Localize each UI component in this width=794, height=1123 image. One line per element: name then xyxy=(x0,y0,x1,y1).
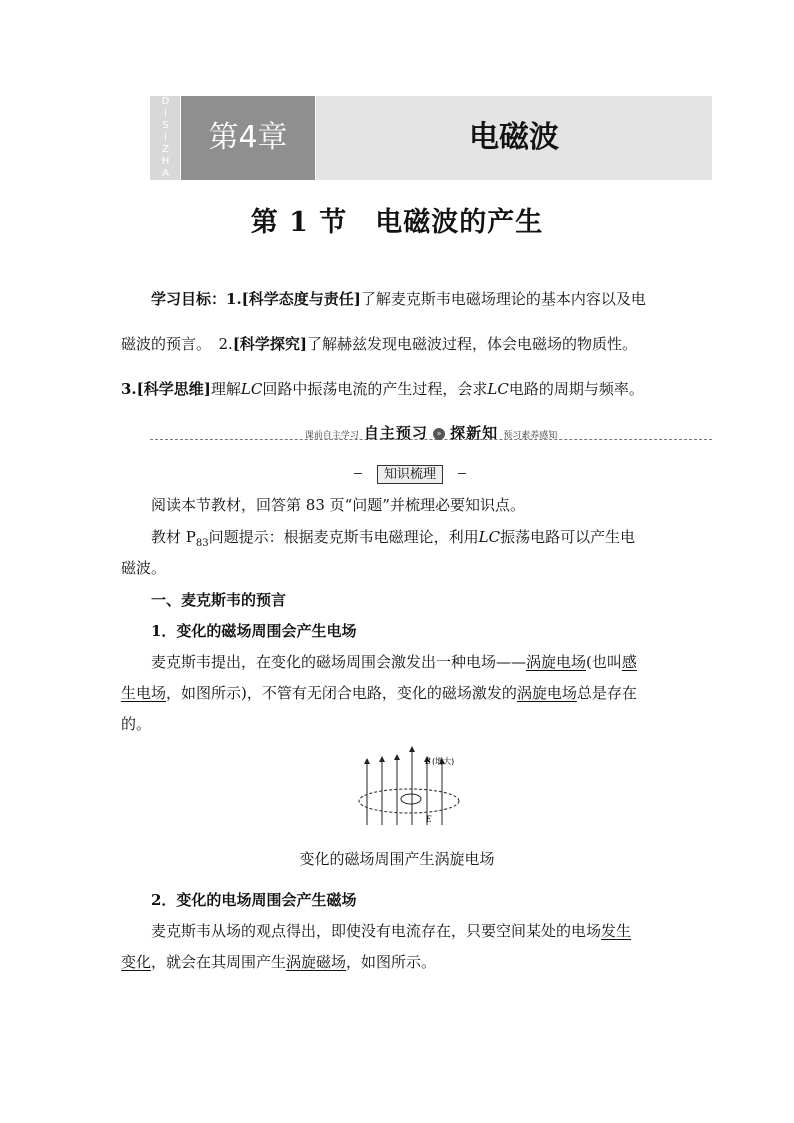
paragraph-7-a: ，就会在其周围产生 xyxy=(151,953,287,971)
objective-tag-1: [科学态度与责任] xyxy=(241,290,361,308)
objective-tag-3: [科学思维] xyxy=(136,380,211,398)
page-subscript: 83 xyxy=(195,538,209,549)
lc-symbol: LC xyxy=(478,528,501,546)
banner-left: 课前自主学习 xyxy=(304,431,359,441)
objective-text-1: 了解麦克斯韦电磁场理论的基本内容以及电 xyxy=(360,290,646,308)
paragraph-5-text: 的。 xyxy=(121,715,152,733)
paragraph-2-d: 磁波。 xyxy=(121,559,167,577)
objective-num-3: 3. xyxy=(121,380,137,398)
paragraph-6 xyxy=(121,920,677,941)
answer-change-2: 变化 xyxy=(121,953,152,971)
lc-symbol: LC xyxy=(487,380,509,398)
paragraph-5 xyxy=(121,713,677,734)
answer-vortex-magnetic: 涡旋磁场 xyxy=(286,953,347,971)
paragraph-4 xyxy=(121,682,677,703)
paragraph-7 xyxy=(121,951,677,972)
heading-2-text: 1．变化的磁场周围会产生电场 xyxy=(151,622,357,640)
knowledge-tag-label: 知识梳理 xyxy=(377,465,443,484)
figure-label-e: E xyxy=(426,814,432,824)
preview-banner xyxy=(150,422,712,442)
objective-text-3b: 回路中振荡电流的产生过程，会求 xyxy=(262,380,488,398)
section-title: 第 1 节 电磁波的产生 xyxy=(250,207,544,238)
heading-1 xyxy=(121,589,677,610)
paragraph-7-b: ，如图所示。 xyxy=(346,953,437,971)
paragraph-6-a: 麦克斯韦从场的观点得出，即使没有电流存在，只要空间某处的电场 xyxy=(151,922,602,940)
figure-caption: 变化的磁场周围产生涡旋电场 xyxy=(299,850,495,868)
vortex-electric-field-figure xyxy=(355,745,465,829)
objectives-line-3 xyxy=(121,378,677,399)
chapter-header xyxy=(150,96,712,204)
paragraph-2-c: 振荡电路可以产生电 xyxy=(500,528,636,546)
banner-main-2: 探新知 xyxy=(450,424,499,442)
figure-label-b: B xyxy=(425,756,431,766)
paragraph-2-cont xyxy=(121,557,677,578)
paragraph-3-b: (也叫 xyxy=(586,653,622,671)
objectives-label: 学习目标：1. xyxy=(151,290,242,308)
paragraph-2 xyxy=(121,526,677,549)
chapter-title: 电磁波 xyxy=(316,96,712,180)
heading-3 xyxy=(121,889,677,910)
answer-change-1: 发生 xyxy=(601,922,632,940)
paragraph-2-a: 教材 P xyxy=(151,528,196,546)
heading-2 xyxy=(121,620,677,641)
lc-symbol: LC xyxy=(240,380,263,398)
paragraph-1-text: 阅读本节教材，回答第 83 页“问题”并梳理必要知识点。 xyxy=(151,496,525,514)
knowledge-tag xyxy=(354,463,466,483)
banner-text xyxy=(150,422,712,443)
objective-tag-2: [科学探究] xyxy=(232,335,308,353)
double-chevron-icon: » xyxy=(433,428,445,440)
paragraph-3-a: 麦克斯韦提出，在变化的磁场周围会激发出一种电场—— xyxy=(151,653,527,671)
objective-text-3a: 理解 xyxy=(210,380,241,398)
objectives-line-2 xyxy=(121,333,677,354)
paragraph-2-b: 问题提示：根据麦克斯韦电磁理论，利用 xyxy=(208,528,479,546)
objective-text-3c: 电路的周期与频率。 xyxy=(508,380,644,398)
chapter-number: 第4章 xyxy=(181,96,315,180)
objective-text-2b: 了解赫兹发现电磁波过程，体会电磁场的物质性。 xyxy=(307,335,638,353)
objective-text-2a: 磁波的预言。 2. xyxy=(121,335,233,353)
paragraph-1 xyxy=(121,494,677,515)
objectives-line-1 xyxy=(121,288,677,309)
heading-1-text: 一、麦克斯韦的预言 xyxy=(151,591,287,609)
paragraph-3 xyxy=(121,651,677,672)
heading-3-text: 2．变化的电场周围会产生磁场 xyxy=(151,891,357,909)
paragraph-4-a: ，如图所示)，不管有无闭合电路，变化的磁场激发的 xyxy=(166,684,517,702)
paragraph-4-b: 总是存在 xyxy=(576,684,637,702)
chapter-side-text: DISIZHANG xyxy=(150,96,180,180)
answer-induced-field-1: 感 xyxy=(621,653,637,671)
banner-main-1: 自主预习 xyxy=(363,424,428,442)
banner-right: 预习素养感知 xyxy=(503,431,558,441)
answer-induced-field-2: 生电场 xyxy=(121,684,167,702)
answer-vortex-field: 涡旋电场 xyxy=(526,653,587,671)
answer-vortex-field-2: 涡旋电场 xyxy=(516,684,577,702)
figure-label-b-note: (增大) xyxy=(432,757,455,766)
